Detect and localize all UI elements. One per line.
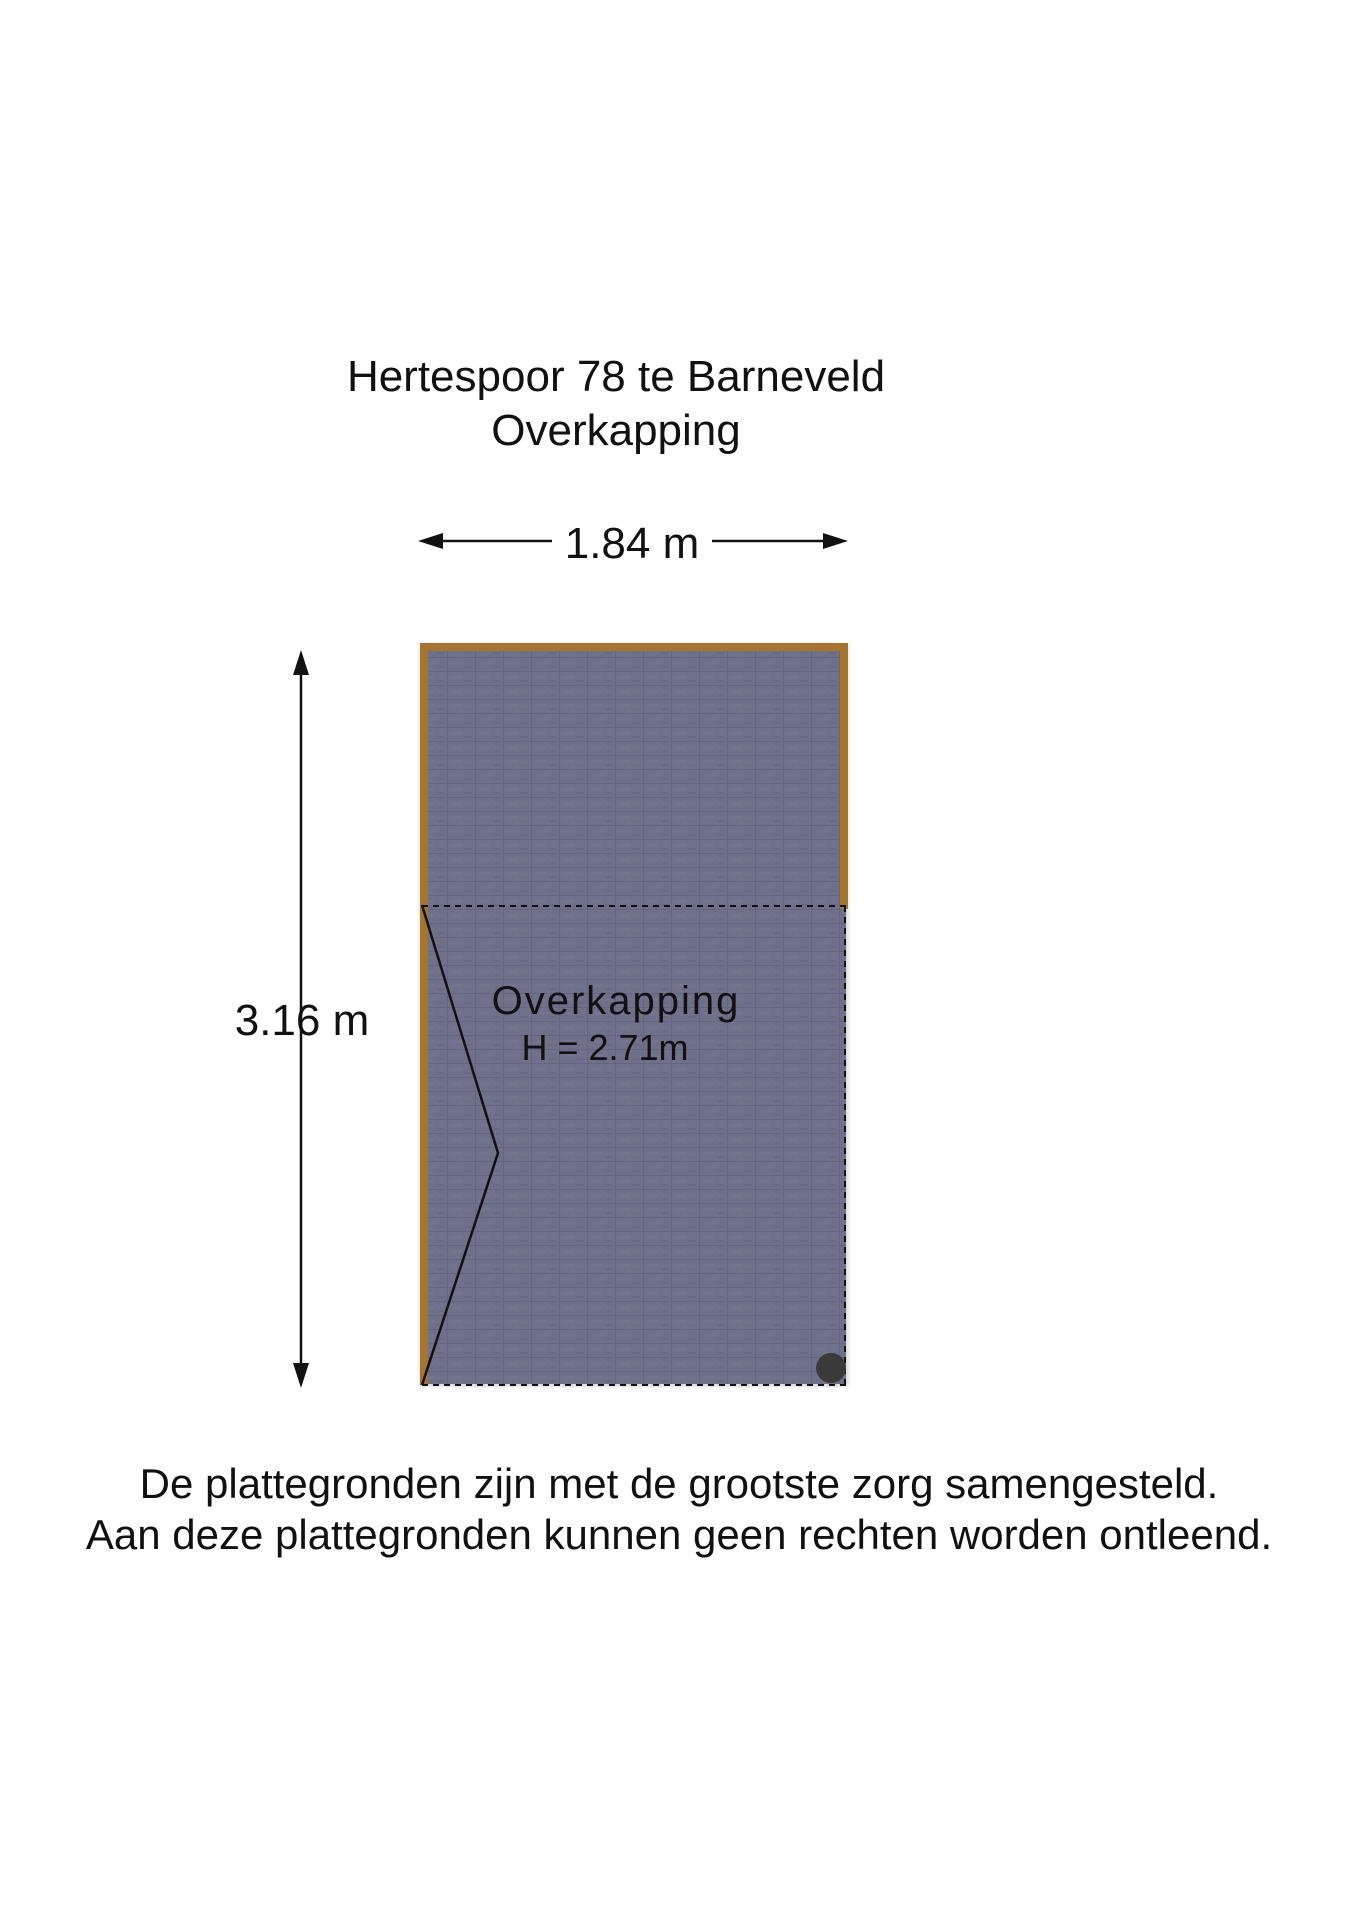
- disclaimer-line-1: De plattegronden zijn met de grootste zorg samengesteld.: [139, 1460, 1219, 1507]
- address-title: Hertespoor 78 te Barneveld: [346, 352, 886, 401]
- width-dimension: [418, 519, 848, 568]
- left-wall: [420, 643, 428, 1385]
- depth-label: 3.16 m: [234, 996, 370, 1045]
- floor-title: Overkapping: [491, 406, 741, 455]
- disclaimer: [0, 1458, 1358, 1560]
- overkapping-area: [420, 643, 848, 1386]
- post-icon: [816, 1353, 846, 1383]
- top-wall: [420, 643, 848, 651]
- room-name: Overkapping: [491, 979, 741, 1023]
- right-wall: [840, 643, 848, 909]
- width-label: 1.84 m: [564, 519, 700, 568]
- disclaimer-line-2: Aan deze plattegronden kunnen geen rechten worden ontleend.: [85, 1511, 1273, 1558]
- room-height: H = 2.71m: [521, 1027, 689, 1068]
- depth-dimension: [235, 650, 370, 1388]
